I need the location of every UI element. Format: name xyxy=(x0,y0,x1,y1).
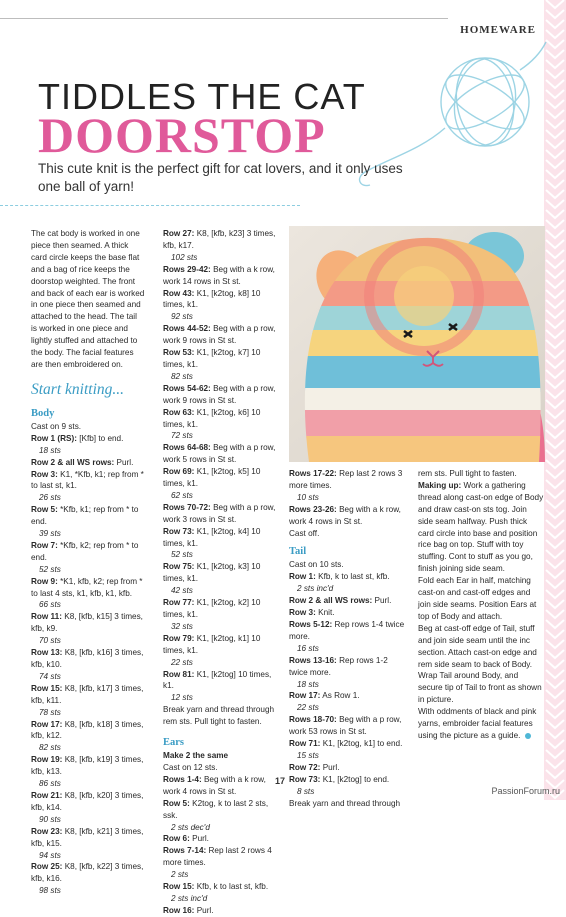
row-instruction: Cast on 9 sts. xyxy=(31,421,82,431)
row-label: Rows 64-68: xyxy=(163,443,211,453)
row-label: Row 72: xyxy=(289,762,321,772)
pattern-row xyxy=(31,504,145,540)
row-label: Row 81: xyxy=(163,669,195,679)
row-label: Row 6: xyxy=(163,834,190,844)
row-label: Rows 70-72: xyxy=(163,502,211,512)
top-rule xyxy=(0,18,448,19)
row-label: Row 19: xyxy=(31,755,63,765)
row-label: Row 3: xyxy=(31,469,58,479)
row-instruction: Cast off. xyxy=(289,528,320,538)
stitch-count: 82 sts xyxy=(171,371,193,381)
pattern-row xyxy=(31,576,145,612)
ears-heading: Ears xyxy=(163,737,184,749)
row-label: Rows 5-12: xyxy=(289,619,333,629)
row-instruction: Rep rows 1-2 twice more. xyxy=(289,655,388,677)
row-instruction: K1, [k2tog] 10 times, k1. xyxy=(163,669,272,691)
pattern-row xyxy=(163,774,278,798)
row-instruction: K8, [kfb, k20] 3 times, kfb, k14. xyxy=(31,790,144,812)
stitch-count: 52 sts xyxy=(171,550,193,560)
stitch-count: 86 sts xyxy=(39,779,61,789)
pattern-row xyxy=(31,540,145,576)
row-label: Row 79: xyxy=(163,633,195,643)
pattern-row xyxy=(163,526,278,562)
pattern-row xyxy=(163,669,278,705)
row-instruction: Beg with a p row, work 53 rows in St st. xyxy=(289,715,402,737)
row-label: Row 13: xyxy=(31,648,63,658)
row-instruction: Kfb, k to last st, kfb. xyxy=(318,572,390,582)
row-instruction: K1, [k2tog, k7] 10 times, k1. xyxy=(163,348,261,369)
pattern-row xyxy=(163,264,278,288)
intro-text: The cat body is worked in one piece then seamed. A thick card circle keeps the base flat and a bag of rice keeps the doorstop weighted. The front and back of each ear is worked in one piece then seamed and attached to the head. The tail is worked in one piece and lightly stuffed and attached to the body. The facial features are then embroidered on. xyxy=(31,229,145,369)
end-marker-icon xyxy=(525,733,531,739)
stitch-count: 102 sts xyxy=(171,252,198,262)
row-instruction: Beg with a k row, work 4 rows in St st. xyxy=(289,504,401,526)
row-instruction: Purl. xyxy=(192,834,209,844)
stitch-count: 8 sts xyxy=(297,786,315,796)
row-instruction: Cast on 10 sts. xyxy=(289,560,344,570)
pattern-row xyxy=(163,466,278,502)
stitch-count: 18 sts xyxy=(39,445,61,455)
pattern-row xyxy=(289,690,407,714)
column-1 xyxy=(31,228,145,897)
pattern-row xyxy=(163,762,278,774)
making-up-paragraph-3: Beg at cast-off edge of Tail, stuff and join side seam until the inc section. Attach cast-on edge and rem side seam to back of Body. Wrap Tail around Body, and secure tip of Tail to front as shown in picture. xyxy=(418,623,542,705)
row-label: Row 75: xyxy=(163,562,195,572)
pattern-row xyxy=(163,228,278,264)
row-label: Row 17: xyxy=(31,719,63,729)
ears-rows xyxy=(163,762,278,917)
pattern-row xyxy=(289,504,407,528)
row-label: Row 17: xyxy=(289,691,321,701)
pattern-row xyxy=(163,597,278,633)
row-instruction: K8, [kfb, k17] 3 times, kfb, k11. xyxy=(31,683,144,705)
stitch-count: 10 sts xyxy=(297,492,319,502)
body-heading: Body xyxy=(31,407,55,419)
ears-rows-continued xyxy=(289,468,407,539)
pattern-row xyxy=(31,826,145,862)
pattern-row xyxy=(31,433,145,457)
row-label: Row 5: xyxy=(163,798,190,808)
row-label: Row 15: xyxy=(163,882,195,892)
row-label: Row 63: xyxy=(163,407,195,417)
row-instruction: K1, [k2tog, k1] 10 times, k1. xyxy=(163,633,261,655)
stitch-count: 22 sts xyxy=(171,657,193,667)
row-label: Row 7: xyxy=(31,540,58,550)
pattern-row xyxy=(289,798,407,810)
row-instruction: K1, [k2tog, k1] to end. xyxy=(322,739,403,749)
row-label: Row 71: xyxy=(289,739,321,749)
column-2 xyxy=(163,228,278,917)
section-tag: HOMEWARE xyxy=(460,24,536,36)
pattern-row xyxy=(289,714,407,738)
stitch-count: 74 sts xyxy=(39,671,61,681)
row-label: Rows 1-4: xyxy=(163,774,202,784)
pattern-row xyxy=(31,647,145,683)
pattern-row xyxy=(31,421,145,433)
pattern-row xyxy=(31,861,145,897)
row-label: Rows 17-22: xyxy=(289,469,337,478)
row-instruction: Purl. xyxy=(322,762,340,772)
row-label: Rows 29-42: xyxy=(163,264,211,274)
pattern-row xyxy=(31,611,145,647)
pattern-row xyxy=(289,619,407,655)
pattern-row xyxy=(289,762,407,774)
tail-heading: Tail xyxy=(289,546,307,558)
row-label: Row 73: xyxy=(289,774,321,784)
row-instruction: Purl. xyxy=(196,905,214,915)
row-label: Rows 13-16: xyxy=(289,655,337,665)
row-label: Row 2 & all WS rows: xyxy=(289,596,373,606)
tail-rows xyxy=(289,559,407,809)
stitch-count: 12 sts xyxy=(171,693,193,703)
pattern-row xyxy=(163,347,278,383)
row-label: Row 2 & all WS rows: xyxy=(31,457,115,467)
stitch-count: 26 sts xyxy=(39,493,61,503)
row-instruction: Beg with a p row, work 9 rows in St st. xyxy=(163,383,276,405)
row-label: Rows 23-26: xyxy=(289,504,337,514)
row-label: Rows 7-14: xyxy=(163,846,207,856)
stitch-count: 42 sts xyxy=(171,586,193,596)
pattern-row xyxy=(289,738,407,762)
stitch-count: 78 sts xyxy=(39,707,61,717)
stitch-count: 72 sts xyxy=(171,431,193,441)
pattern-row xyxy=(163,845,278,881)
stitch-count: 39 sts xyxy=(39,529,61,539)
row-label: Row 27: xyxy=(163,229,195,238)
row-instruction: As Row 1. xyxy=(322,691,360,701)
pattern-row xyxy=(289,595,407,607)
stitch-count: 18 sts xyxy=(297,679,319,689)
row-instruction: K8, [kfb, k21] 3 times, kfb, k15. xyxy=(31,826,144,848)
pattern-row xyxy=(289,655,407,691)
row-label: Row 11: xyxy=(31,612,62,622)
stitch-count: 2 sts xyxy=(171,870,189,880)
row-label: Row 1 (RS): xyxy=(31,433,77,443)
cat-doorstop-photo xyxy=(289,226,545,462)
row-instruction: Beg with a p row, work 5 rows in St st. xyxy=(163,443,276,465)
row-instruction: K8, [kfb, k23] 3 times, kfb, k17. xyxy=(163,229,276,250)
stitch-count: 2 sts inc'd xyxy=(297,584,334,594)
pattern-row xyxy=(163,798,278,834)
title-line-2: DOORSTOP xyxy=(38,107,326,163)
row-instruction: K1, [k2tog] to end. xyxy=(322,774,390,784)
row-instruction: K2tog, k to last 2 sts, ssk. xyxy=(163,798,269,820)
row-instruction: K8, [kfb, k18] 3 times, kfb, k12. xyxy=(31,719,144,741)
row-label: Row 15: xyxy=(31,683,63,693)
stitch-count: 16 sts xyxy=(297,643,319,653)
row-instruction: K1, [k2tog, k4] 10 times, k1. xyxy=(163,526,261,548)
row-label: Row 69: xyxy=(163,467,195,477)
row-instruction: *Kfb, k1; rep from * to end. xyxy=(31,505,139,527)
row-label: Rows 44-52: xyxy=(163,324,211,334)
pattern-row xyxy=(31,790,145,826)
row-instruction: *K1, kfb, k2; rep from * to last 4 sts, k1, kfb, k1, kfb. xyxy=(31,576,143,598)
stitch-count: 2 sts inc'd xyxy=(171,893,208,903)
row-instruction: Beg with a p row, work 9 rows in St st. xyxy=(163,324,276,346)
row-label: Row 73: xyxy=(163,526,195,536)
row-label: Row 23: xyxy=(31,826,63,836)
column-3 xyxy=(289,468,407,809)
row-label: Rows 54-62: xyxy=(163,383,211,393)
row-instruction: Purl. xyxy=(116,457,134,467)
row-instruction: K1, [k2tog, k8] 10 times, k1. xyxy=(163,288,261,310)
stitch-count: 15 sts xyxy=(297,750,319,760)
pattern-row xyxy=(163,502,278,526)
row-label: Row 1: xyxy=(289,572,316,582)
body-rows xyxy=(31,421,145,897)
ears-intro: Make 2 the same xyxy=(163,751,229,761)
row-instruction: K1, [k2tog, k2] 10 times, k1. xyxy=(163,598,261,619)
pattern-row xyxy=(163,833,278,845)
stitch-count: 90 sts xyxy=(39,814,61,824)
title-line-1: TIDDLES THE CAT xyxy=(38,76,366,117)
pattern-row xyxy=(31,719,145,755)
tail-finish-text: rem sts. Pull tight to fasten. xyxy=(418,469,517,478)
pattern-row xyxy=(31,457,145,469)
pattern-row xyxy=(31,469,145,505)
row-instruction: K1, [k2tog, k3] 10 times, k1. xyxy=(163,562,261,584)
row-instruction: *Kfb, k2; rep from * to end. xyxy=(31,540,139,562)
row-instruction: Knit. xyxy=(318,608,335,618)
stitch-count: 82 sts xyxy=(39,743,61,753)
row-instruction: Beg with a k row, work 14 rows in St st. xyxy=(163,264,275,286)
stitch-count: 92 sts xyxy=(171,312,193,322)
row-instruction: Rep rows 1-4 twice more. xyxy=(289,619,405,641)
subtitle: This cute knit is the perfect gift for cat lovers, and it only uses one ball of yarn! xyxy=(38,161,403,194)
pattern-row xyxy=(163,561,278,597)
stitch-count: 2 sts dec'd xyxy=(171,822,210,832)
pattern-row xyxy=(163,407,278,443)
making-up-text-4: With oddments of black and pink yarns, embroider facial features using the picture as a guide. xyxy=(418,707,537,740)
row-instruction: Purl. xyxy=(374,596,392,606)
pattern-row xyxy=(289,468,407,504)
row-instruction: Break yarn and thread through rem sts. Pull tight to fasten. xyxy=(163,705,275,727)
row-label: Row 77: xyxy=(163,598,195,608)
page-number: 17 xyxy=(275,776,286,786)
making-up-paragraph xyxy=(418,480,544,575)
pattern-row xyxy=(163,704,278,728)
pattern-row xyxy=(289,528,407,540)
pattern-row xyxy=(289,559,407,571)
stitch-count: 94 sts xyxy=(39,850,61,860)
row-instruction: Beg with a k row, work 4 rows in St st. xyxy=(163,774,266,796)
row-label: Row 5: xyxy=(31,505,58,515)
row-instruction: K8, [kfb, k19] 3 times, kfb, k13. xyxy=(31,755,144,777)
stitch-count: 22 sts xyxy=(297,703,319,713)
pattern-row xyxy=(289,607,407,619)
pattern-row xyxy=(163,323,278,347)
row-instruction: [Kfb] to end. xyxy=(79,433,124,443)
pattern-row xyxy=(289,774,407,798)
pattern-row xyxy=(31,683,145,719)
making-up-paragraph-2: Fold each Ear in half, matching cast-on and cast-off edges and join side seams. Position Ears at top of Body and attach. xyxy=(418,576,537,621)
row-instruction: Cast on 12 sts. xyxy=(163,762,218,772)
column-4 xyxy=(418,468,544,742)
watermark: PassionForum.ru xyxy=(491,786,560,796)
row-label: Row 3: xyxy=(289,608,316,618)
row-instruction: K8, [kfb, k15] 3 times, kfb, k9. xyxy=(31,612,143,634)
row-label: Row 43: xyxy=(163,288,195,298)
pattern-row xyxy=(163,881,278,905)
pattern-row xyxy=(289,571,407,595)
row-label: Row 21: xyxy=(31,790,63,800)
row-instruction: Rep last 2 rows 3 more times. xyxy=(289,469,403,490)
row-label: Row 25: xyxy=(31,862,63,872)
row-label: Row 9: xyxy=(31,576,58,586)
stitch-count: 66 sts xyxy=(39,600,61,610)
row-instruction: Kfb, k to last st, kfb. xyxy=(196,882,269,892)
stitch-count: 52 sts xyxy=(39,564,61,574)
stitch-count: 62 sts xyxy=(171,490,193,500)
row-instruction: K8, [kfb, k22] 3 times, kfb, k16. xyxy=(31,862,144,884)
start-knitting-heading: Start knitting... xyxy=(31,380,124,398)
pattern-row xyxy=(163,288,278,324)
stitch-count: 70 sts xyxy=(39,636,61,646)
pattern-row xyxy=(163,633,278,669)
row-label: Row 53: xyxy=(163,348,195,358)
pattern-row xyxy=(163,442,278,466)
row-instruction: K1, [k2tog, k6] 10 times, k1. xyxy=(163,407,261,429)
body-rows-continued xyxy=(163,228,278,728)
row-label: Row 16: xyxy=(163,905,195,915)
row-instruction: Beg with a p row, work 3 rows in St st. xyxy=(163,502,276,524)
making-up-label: Making up: xyxy=(418,480,462,490)
pattern-row xyxy=(163,383,278,407)
row-instruction: K1, [k2tog, k5] 10 times, k1. xyxy=(163,467,261,489)
stitch-count: 32 sts xyxy=(171,621,193,631)
pattern-row xyxy=(31,754,145,790)
row-instruction: Break yarn and thread through xyxy=(289,798,401,808)
row-instruction: K8, [kfb, k16] 3 times, kfb, k10. xyxy=(31,648,144,669)
pattern-row xyxy=(163,905,278,917)
row-instruction: K1, *Kfb, k1; rep from * to last st, k1. xyxy=(31,469,144,491)
stitch-count: 98 sts xyxy=(39,886,61,896)
making-up-paragraph-4 xyxy=(418,706,544,742)
heading-divider xyxy=(0,205,300,206)
row-instruction: Rep last 2 rows 4 more times. xyxy=(163,846,272,868)
row-label: Rows 18-70: xyxy=(289,715,337,725)
making-up-text: Work a gathering thread along cast-on edge of Body and draw cast-on sts tog. Join side seam halfway. Push thick card circle into base and position rice bag on top. Stuff with toy stuffing. Cont to stuff as you go, finish joining side seam. xyxy=(418,480,544,574)
